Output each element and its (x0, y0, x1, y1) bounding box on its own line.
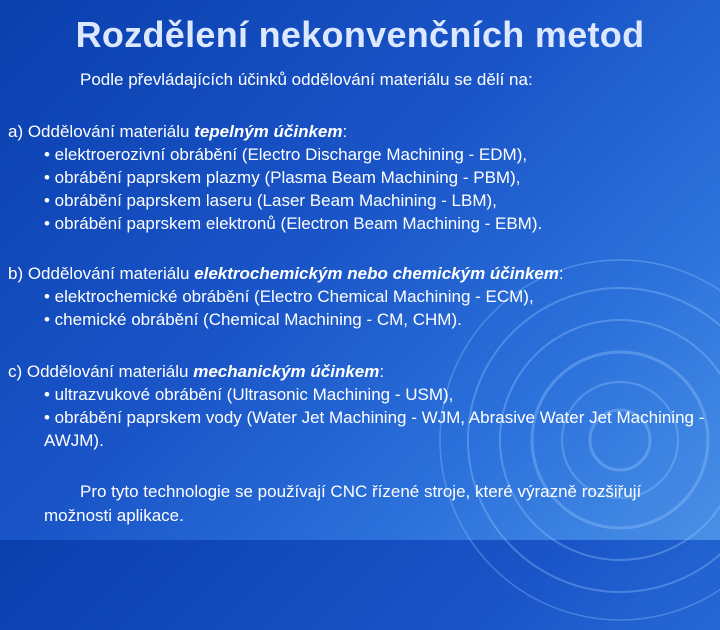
group-emphasis: mechanickým účinkem (193, 362, 380, 381)
closing-note-text: Pro tyto technologie se používají CNC řízené stroje, které výrazně rozšiřují možnosti aplikace. (44, 482, 642, 525)
slide-title: Rozdělení nekonvenčních metod (75, 14, 645, 55)
list-item: • obrábění paprskem elektronů (Electron Beam Machining - EBM). (44, 214, 543, 233)
group-thermal (8, 120, 542, 235)
group-heading: c) Oddělování materiálu mechanickým účinkem: (8, 362, 385, 381)
group-mechanical (8, 360, 720, 452)
slide-subtitle: Podle převládajících účinků oddělování materiálu se dělí na: (80, 70, 533, 89)
group-heading: a) Oddělování materiálu tepelným účinkem: (8, 122, 348, 141)
list-item: • ultrazvukové obrábění (Ultrasonic Machining - USM), (44, 385, 454, 404)
list-item: • chemické obrábění (Chemical Machining - CM, CHM). (44, 310, 462, 329)
closing-note (44, 480, 684, 528)
group-electrochemical (8, 262, 564, 331)
group-heading: b) Oddělování materiálu elektrochemickým nebo chemickým účinkem: (8, 264, 564, 283)
list-item: • elektroerozivní obrábění (Electro Discharge Machining - EDM), (44, 145, 528, 164)
list-item: • elektrochemické obrábění (Electro Chemical Machining - ECM), (44, 287, 534, 306)
group-emphasis: tepelným účinkem (194, 122, 343, 141)
list-item: • obrábění paprskem vody (Water Jet Machining - WJM, Abrasive Water Jet Machining - AWJM). (44, 408, 705, 450)
list-item: • obrábění paprskem laseru (Laser Beam Machining - LBM), (44, 191, 497, 210)
group-emphasis: elektrochemickým nebo chemickým účinkem (194, 264, 559, 283)
list-item: • obrábění paprskem plazmy (Plasma Beam Machining - PBM), (44, 168, 521, 187)
